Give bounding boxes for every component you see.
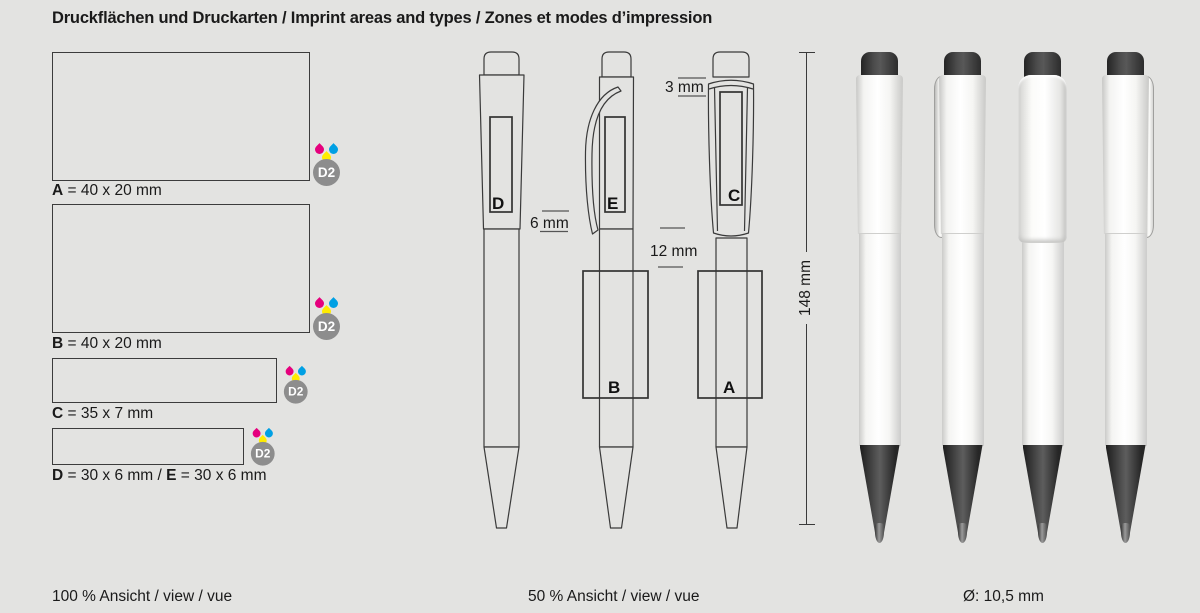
pen-push-button — [861, 52, 898, 79]
pen-ball-tip — [958, 523, 967, 543]
zone-label-b: B — [608, 378, 621, 397]
dim-12mm-label: 12 mm — [650, 243, 698, 260]
pen-push-button — [1107, 52, 1144, 79]
pen-push-button — [944, 52, 981, 79]
pen-back-tip — [716, 447, 747, 528]
imprint-area-b-box — [52, 204, 310, 333]
pen-lower-body — [942, 233, 984, 446]
pen-side-button — [602, 52, 631, 77]
imprint-area-de-box — [52, 428, 244, 465]
dim-6mm-label: 6 mm — [530, 215, 569, 232]
photo-pen-back — [1019, 45, 1066, 560]
imprint-area-a-dims: = 40 x 20 mm — [63, 182, 162, 199]
zone-label-c: C — [728, 186, 741, 205]
imprint-area-c-dims: = 35 x 7 mm — [63, 405, 154, 422]
d2-print-icon — [283, 364, 309, 404]
pen-lower-body — [1105, 233, 1147, 446]
pen-front-tip — [484, 447, 519, 528]
imprint-area-c-letter: C — [52, 405, 64, 422]
imprint-area-b-label — [52, 335, 162, 353]
pen-upper-body — [856, 75, 903, 234]
imprint-area-c-box — [52, 358, 277, 403]
length-dim-bottom-tick — [799, 524, 815, 525]
length-dim-top-tick — [799, 52, 815, 53]
d2-badge: D2 — [313, 159, 340, 186]
pen-front-barrel — [484, 229, 519, 447]
photo-pen-front — [856, 45, 903, 560]
d2-badge: D2 — [251, 442, 275, 466]
scale-note-50: 50 % Ansicht / view / vue — [528, 588, 700, 605]
imprint-area-de-label — [52, 467, 267, 485]
imprint-area-c-label — [52, 405, 153, 423]
d2-badge: D2 — [313, 313, 340, 340]
imprint-area-d-letter: D — [52, 467, 64, 484]
pen-side-tip — [600, 447, 634, 528]
scale-note-100: 100 % Ansicht / view / vue — [52, 588, 233, 605]
imprint-area-d-dims: = 30 x 6 mm / — [63, 467, 167, 484]
pen-upper-body — [1102, 75, 1149, 234]
imprint-area-a-letter: A — [52, 182, 64, 199]
photo-pen-side-left-clip — [939, 45, 986, 560]
pen-side-barrel — [600, 229, 634, 447]
pen-front-button — [484, 52, 519, 75]
d2-print-icon — [312, 295, 342, 341]
pen-upper-body — [939, 75, 986, 234]
pen-line-drawing — [440, 40, 785, 560]
imprint-area-e-letter: E — [166, 467, 177, 484]
dim-3mm-label: 3 mm — [665, 79, 704, 96]
pen-ball-tip — [1121, 523, 1130, 543]
pen-back-barrel — [716, 238, 747, 447]
pen-ball-tip — [875, 523, 884, 543]
pen-clip-plate — [1018, 75, 1067, 243]
photo-pen-side-right-clip — [1102, 45, 1149, 560]
imprint-area-e-dims: = 30 x 6 mm — [176, 467, 267, 484]
zone-label-e: E — [607, 194, 619, 213]
imprint-area-b-letter: B — [52, 335, 64, 352]
imprint-area-a-label — [52, 182, 162, 200]
zone-label-d: D — [492, 194, 505, 213]
page-title: Druckflächen und Druckarten / Imprint areas and types / Zones et modes d’impression — [52, 9, 713, 27]
d2-print-icon — [250, 426, 276, 466]
length-dimension-label: 148 mm — [797, 252, 815, 324]
imprint-area-a-box — [52, 52, 310, 181]
diameter-note: Ø: 10,5 mm — [963, 588, 1044, 605]
d2-print-icon — [312, 141, 342, 187]
imprint-area-b-dims: = 40 x 20 mm — [63, 335, 162, 352]
d2-badge: D2 — [284, 380, 308, 404]
pen-ball-tip — [1038, 523, 1047, 543]
pen-back-button — [713, 52, 749, 77]
pen-lower-body — [1022, 242, 1064, 446]
zone-label-a: A — [723, 378, 736, 397]
pen-lower-body — [859, 233, 901, 446]
